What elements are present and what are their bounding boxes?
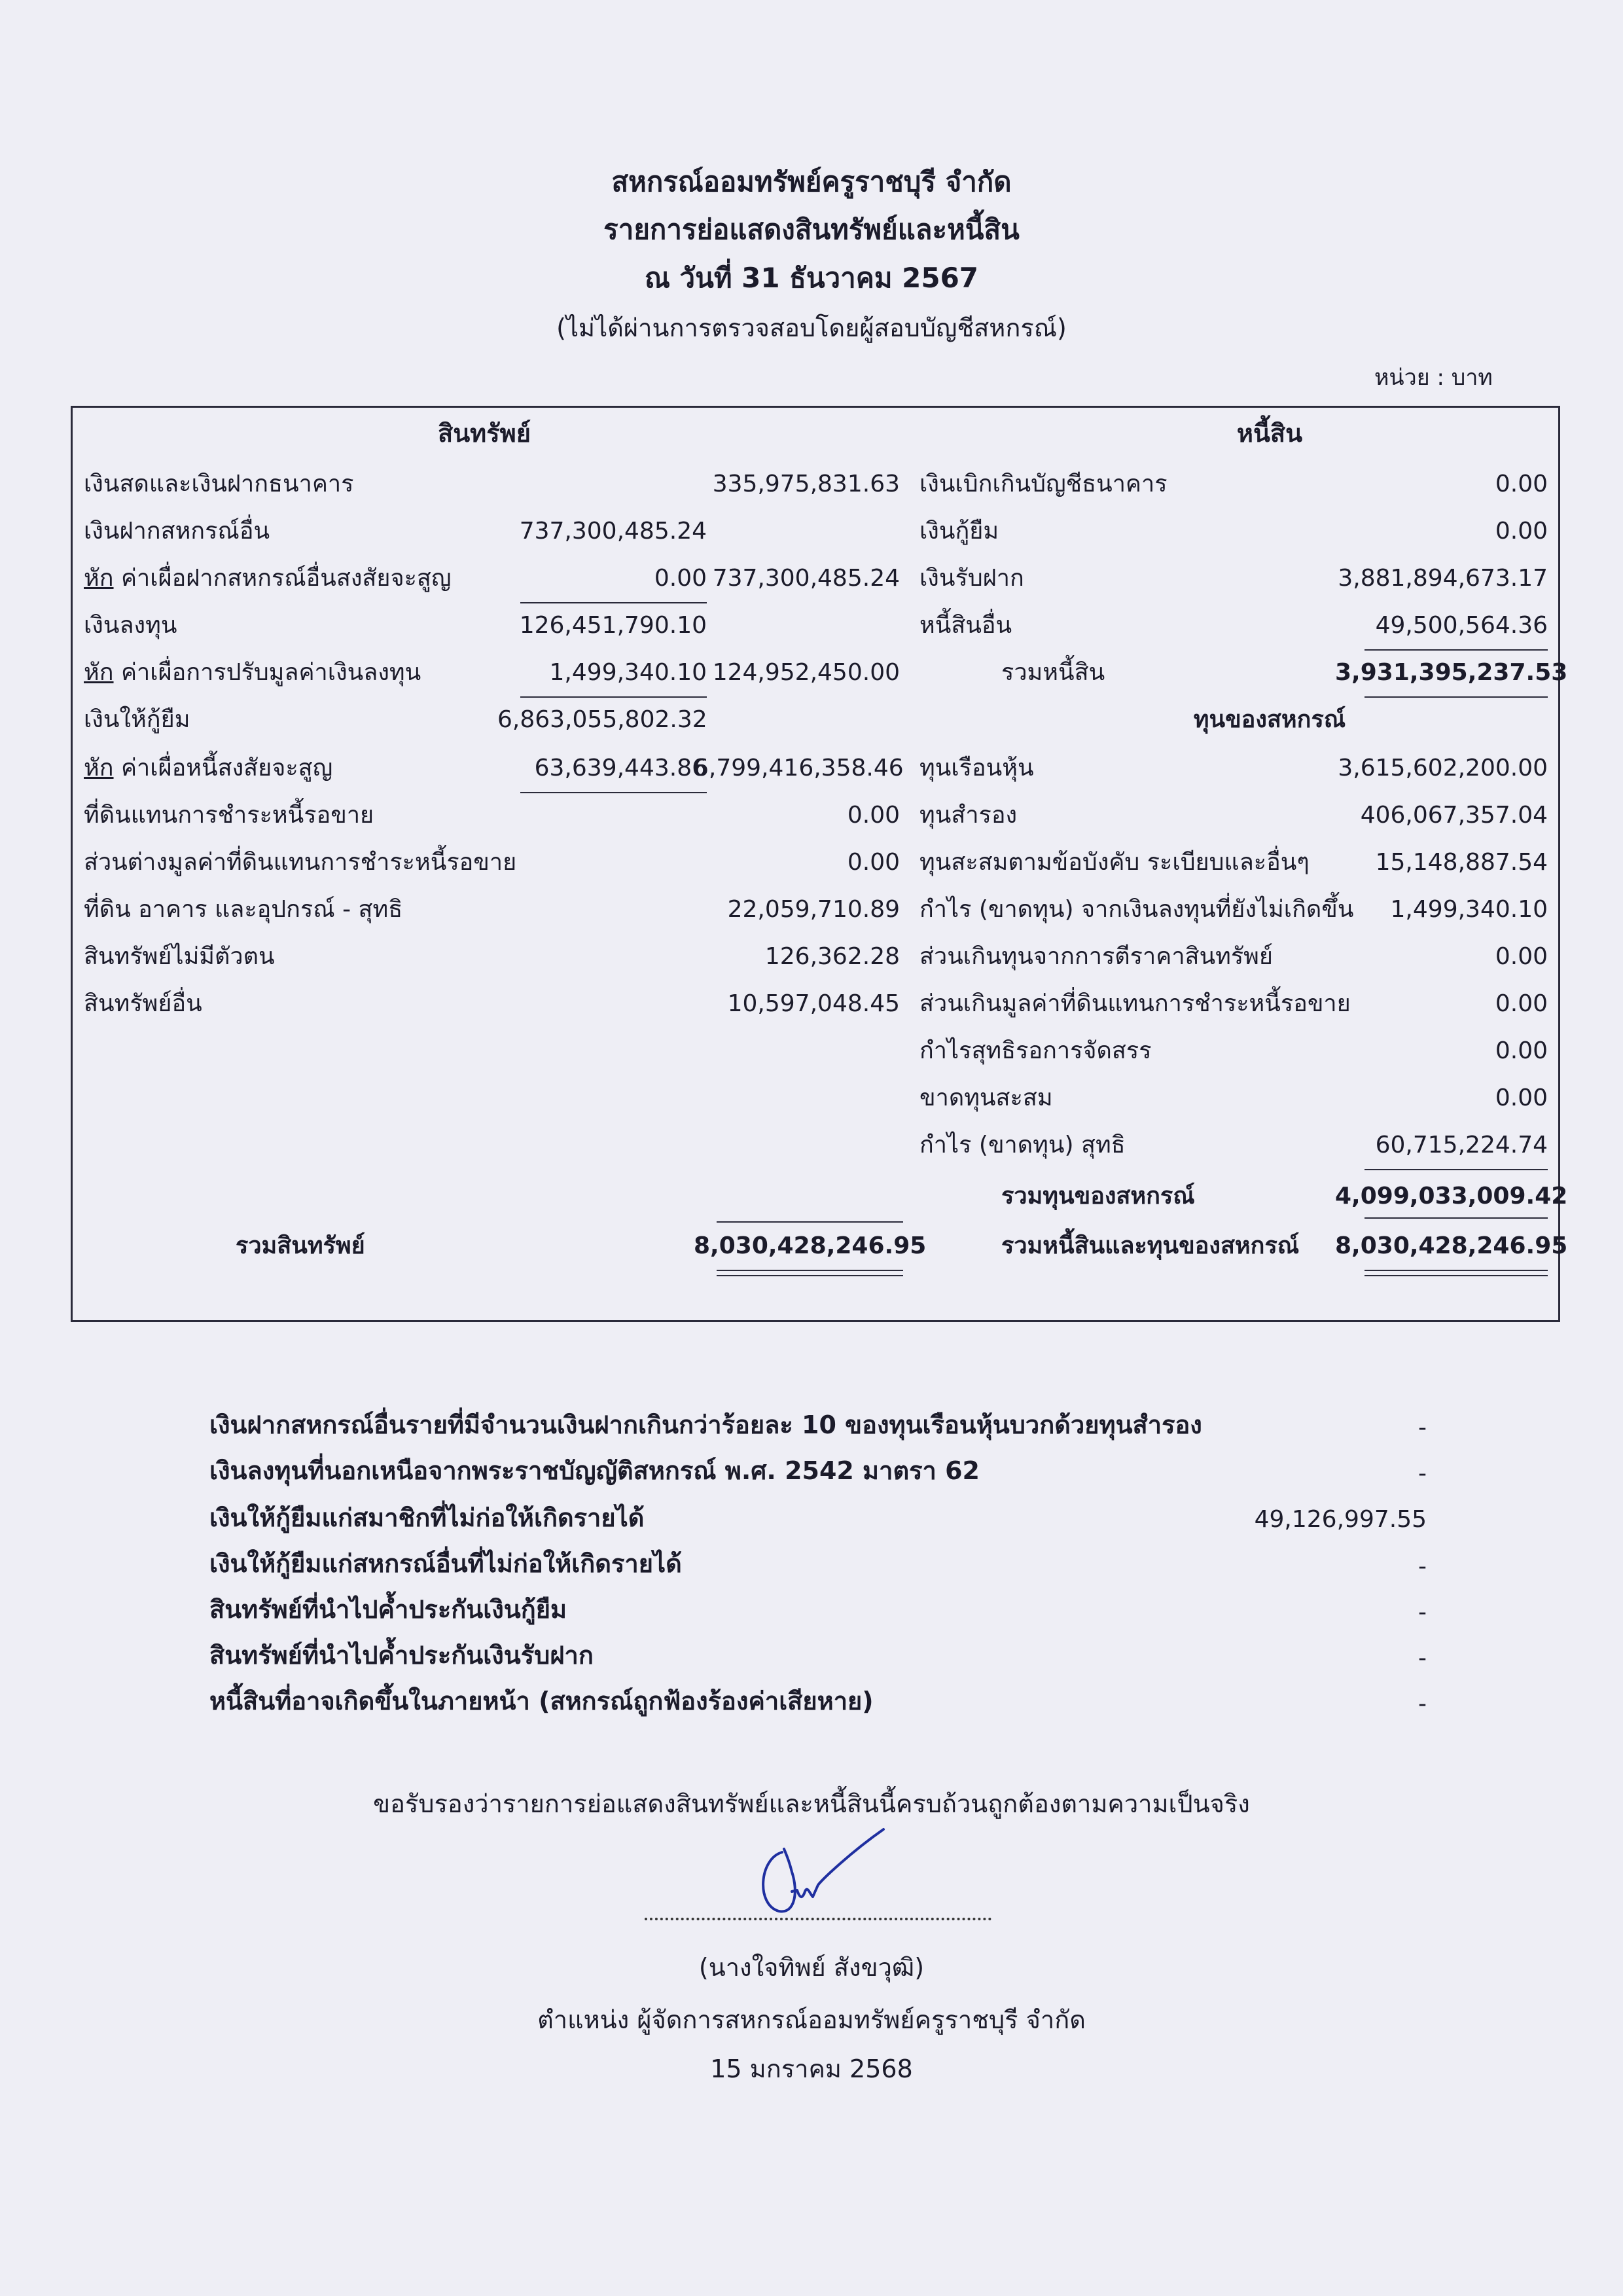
- note-label: หนี้สินที่อาจเกิดขึ้นในภายหน้า (สหกรณ์ถูกฟ้องร้องค่าเสียหาย): [209, 1687, 874, 1715]
- liability-label: เงินเบิกเกินบัญชีธนาคาร: [919, 471, 1168, 497]
- asset-label: เงินให้กู้ยืม: [84, 706, 190, 733]
- liability-amount: 49,500,564.36: [1375, 612, 1548, 639]
- assets-total-label: รวมสินทรัพย์: [236, 1232, 365, 1259]
- subtotal-rule: [520, 602, 707, 603]
- asset-amount: 126,362.28: [764, 943, 900, 970]
- liability-amount: 0.00: [1495, 471, 1548, 497]
- asset-label: เงินฝากสหกรณ์อื่น: [84, 518, 270, 545]
- note-label: สินทรัพย์ที่นำไปค้ำประกันเงินกู้ยืม: [209, 1595, 567, 1624]
- assets-total-double-rule: [717, 1270, 903, 1271]
- asset-label: ที่ดิน อาคาร และอุปกรณ์ - สุทธิ: [84, 896, 403, 923]
- audit-note: (ไม่ได้ผ่านการตรวจสอบโดยผู้สอบบัญชีสหกรณ์): [556, 314, 1067, 342]
- note-label: เงินลงทุนที่นอกเหนือจากพระราชบัญญัติสหกรณ์ พ.ศ. 2542 มาตรา 62: [209, 1456, 980, 1485]
- subtotal-rule: [520, 792, 707, 793]
- equity-label: ส่วนเกินทุนจากการตีราคาสินทรัพย์: [919, 943, 1273, 970]
- signature-line: [645, 1918, 991, 1920]
- asset-amount: 6,799,416,358.46: [694, 755, 904, 781]
- subtotal-rule: [520, 696, 707, 698]
- equity-amount: 0.00: [1495, 1085, 1548, 1111]
- equity-amount: 0.00: [1495, 990, 1548, 1017]
- equity-label: กำไร (ขาดทุน) จากเงินลงทุนที่ยังไม่เกิดขึ้น: [919, 896, 1354, 923]
- equity-amount: 60,715,224.74: [1375, 1132, 1548, 1158]
- equity-amount: 0.00: [1495, 943, 1548, 970]
- equity-heading: ทุนของสหกรณ์: [1193, 706, 1346, 733]
- unit-label: หน่วย : บาท: [1374, 365, 1493, 391]
- asset-amount: 0.00: [847, 802, 900, 829]
- equity-amount: 406,067,357.04: [1360, 802, 1548, 829]
- equity-label: ทุนสำรอง: [919, 802, 1018, 829]
- note-value: -: [1418, 1645, 1427, 1672]
- asset-label: หัก ค่าเผื่อการปรับมูลค่าเงินลงทุน: [84, 659, 421, 686]
- grand-total-double-rule: [1364, 1270, 1548, 1271]
- report-title: รายการย่อแสดงสินทรัพย์และหนี้สิน: [603, 213, 1020, 245]
- liability-amount: 0.00: [1495, 518, 1548, 545]
- asset-label: สินทรัพย์อื่น: [84, 990, 202, 1017]
- asset-amount: 0.00: [847, 849, 900, 876]
- note-value: -: [1418, 1691, 1427, 1717]
- asset-amount: 335,975,831.63: [712, 471, 900, 497]
- signature-image: [720, 1813, 903, 1931]
- equity-label: ทุนสะสมตามข้อบังคับ ระเบียบและอื่นๆ: [919, 849, 1310, 876]
- equity-label: กำไร (ขาดทุน) สุทธิ: [919, 1132, 1126, 1158]
- equity-amount: 15,148,887.54: [1375, 849, 1548, 876]
- asset-amount: 22,059,710.89: [727, 896, 900, 923]
- asset-label: หัก ค่าเผื่อฝากสหกรณ์อื่นสงสัยจะสูญ: [84, 565, 452, 592]
- equity-label: ขาดทุนสะสม: [919, 1085, 1053, 1111]
- equity-total: 4,099,033,009.42: [1335, 1183, 1568, 1210]
- org-name: สหกรณ์ออมทรัพย์ครูราชบุรี จำกัด: [611, 166, 1012, 198]
- assets-total: 8,030,428,246.95: [694, 1232, 927, 1259]
- grand-total: 8,030,428,246.95: [1335, 1232, 1568, 1259]
- signer-name: (นางใจทิพย์ สังขวุฒิ): [698, 1953, 925, 1982]
- equity-total-rule: [1364, 1169, 1548, 1170]
- note-label: สินทรัพย์ที่นำไปค้ำประกันเงินรับฝาก: [209, 1641, 594, 1670]
- grand-total-double-rule: [1364, 1275, 1548, 1276]
- equity-label: ส่วนเกินมูลค่าที่ดินแทนการชำระหนี้รอขาย: [919, 990, 1351, 1017]
- grand-total-label: รวมหนี้สินและทุนของสหกรณ์: [1001, 1232, 1300, 1259]
- equity-amount: 0.00: [1495, 1037, 1548, 1064]
- asset-label: ส่วนต่างมูลค่าที่ดินแทนการชำระหนี้รอขาย: [84, 849, 517, 876]
- note-value: -: [1418, 1414, 1427, 1441]
- equity-amount: 1,499,340.10: [1390, 896, 1548, 923]
- note-label: เงินฝากสหกรณ์อื่นรายที่มีจำนวนเงินฝากเกินกว่าร้อยละ 10 ของทุนเรือนหุ้นบวกด้วยทุนสำรอง: [209, 1410, 1202, 1439]
- asset-amount: 124,952,450.00: [712, 659, 900, 686]
- asset-label: เงินสดและเงินฝากธนาคาร: [84, 471, 354, 497]
- signer-position: ตำแหน่ง ผู้จัดการสหกรณ์ออมทรัพย์ครูราชบุรี จำกัด: [537, 2005, 1086, 2034]
- asset-label: หัก ค่าเผื่อหนี้สงสัยจะสูญ: [84, 755, 333, 781]
- equity-amount: 3,615,602,200.00: [1338, 755, 1548, 781]
- asset-subamount: 1,499,340.10: [549, 659, 707, 686]
- assets-total-rule: [717, 1221, 903, 1223]
- note-value: -: [1418, 1599, 1427, 1626]
- liability-amount: 3,881,894,673.17: [1338, 565, 1548, 592]
- asset-subamount: 63,639,443.86: [534, 755, 707, 781]
- equity-label: ทุนเรือนหุ้น: [919, 755, 1034, 781]
- assets-total-double-rule: [717, 1275, 903, 1276]
- equity-total-underline: [1364, 1217, 1548, 1219]
- certification-text: ขอรับรองว่ารายการย่อแสดงสินทรัพย์และหนี้สินนี้ครบถ้วนถูกต้องตามความเป็นจริง: [373, 1789, 1250, 1818]
- liabilities-total: 3,931,395,237.53: [1335, 659, 1568, 686]
- equity-total-label: รวมทุนของสหกรณ์: [1001, 1183, 1195, 1210]
- liability-label: เงินกู้ยืม: [919, 518, 999, 545]
- note-value: 49,126,997.55: [1254, 1506, 1427, 1533]
- liabilities-total-label: รวมหนี้สิน: [1001, 659, 1105, 686]
- signed-date: 15 มกราคม 2568: [710, 2054, 913, 2083]
- liability-label: เงินรับฝาก: [919, 565, 1024, 592]
- asset-subamount: 126,451,790.10: [519, 612, 707, 639]
- asset-subamount: 6,863,055,802.32: [497, 706, 707, 733]
- liabilities-total-rule: [1364, 649, 1548, 651]
- liabilities-total-underline: [1364, 696, 1548, 698]
- liabilities-heading: หนี้สิน: [1236, 419, 1303, 448]
- report-date: ณ วันที่ 31 ธันวาคม 2567: [644, 262, 979, 294]
- asset-subamount: 737,300,485.24: [519, 518, 707, 545]
- asset-subamount: 0.00: [654, 565, 707, 592]
- assets-heading: สินทรัพย์: [438, 419, 531, 448]
- note-value: -: [1418, 1553, 1427, 1580]
- liability-label: หนี้สินอื่น: [919, 612, 1012, 639]
- equity-label: กำไรสุทธิรอการจัดสรร: [919, 1037, 1152, 1064]
- asset-label: ที่ดินแทนการชำระหนี้รอขาย: [84, 802, 374, 829]
- note-value: -: [1418, 1460, 1427, 1487]
- asset-amount: 10,597,048.45: [727, 990, 900, 1017]
- asset-label: เงินลงทุน: [84, 612, 177, 639]
- asset-label: สินทรัพย์ไม่มีตัวตน: [84, 943, 275, 970]
- note-label: เงินให้กู้ยืมแก่สมาชิกที่ไม่ก่อให้เกิดรายได้: [209, 1503, 645, 1532]
- note-label: เงินให้กู้ยืมแก่สหกรณ์อื่นที่ไม่ก่อให้เกิดรายได้: [209, 1549, 682, 1578]
- asset-amount: 737,300,485.24: [712, 565, 900, 592]
